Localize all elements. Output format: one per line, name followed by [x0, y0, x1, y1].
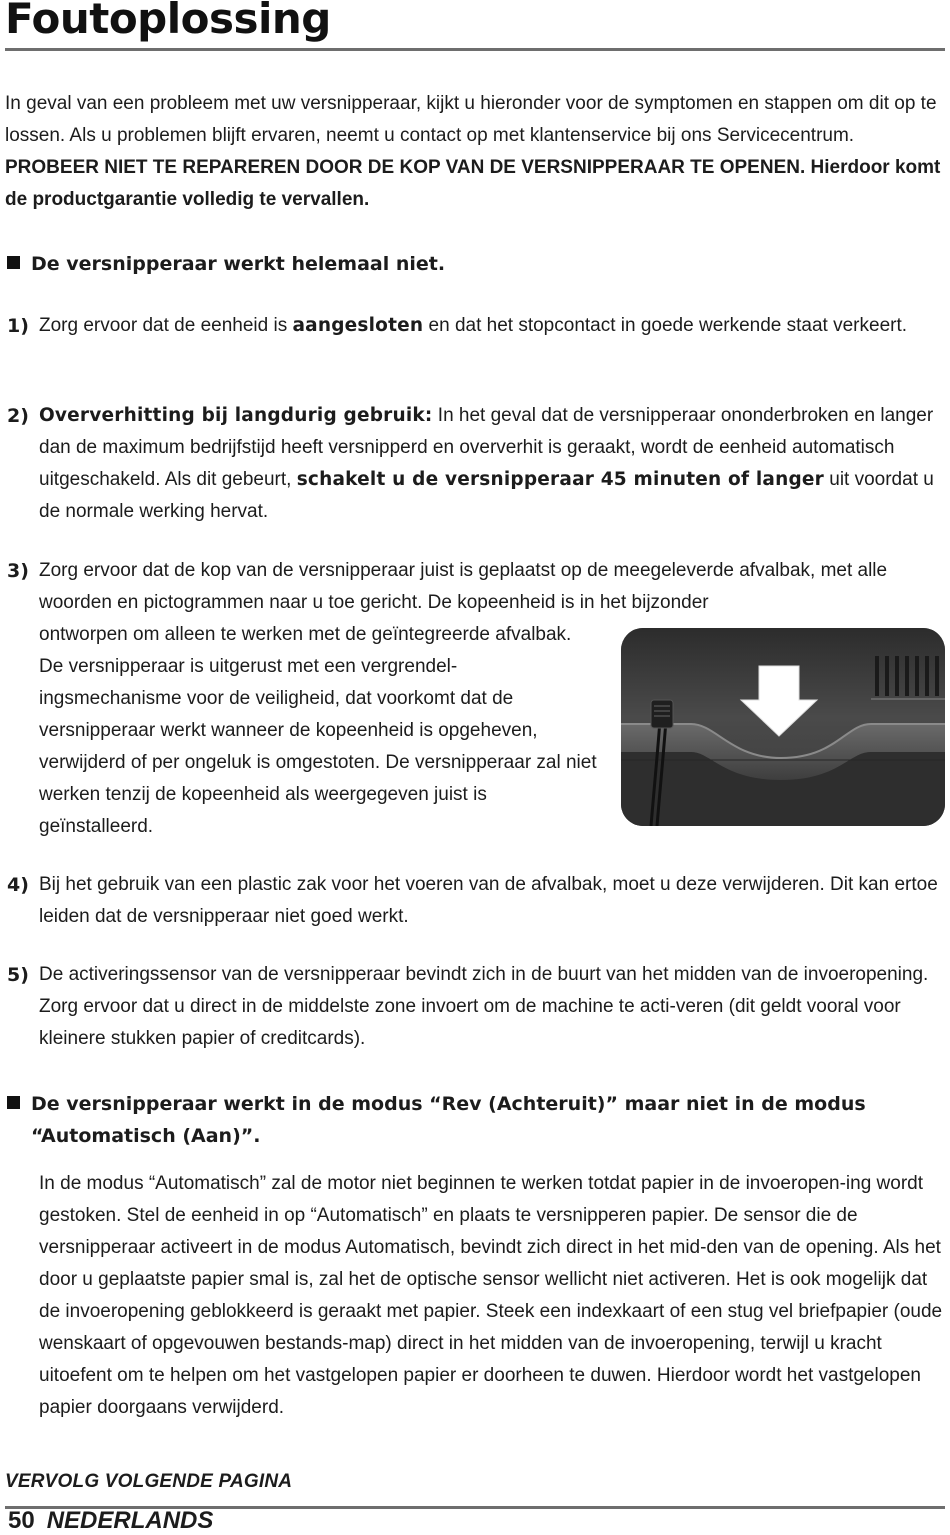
section1-heading-text: De versnipperaar werkt helemaal niet.	[31, 253, 446, 275]
language-label: NEDERLANDS	[46, 1507, 214, 1534]
item-2-bold: Oververhitting bij langdurig gebruik:	[39, 405, 433, 426]
item-1-number: 1)	[7, 315, 29, 337]
item-1-pre: Zorg ervoor dat de eenheid is	[39, 315, 293, 336]
intro-paragraph	[5, 88, 941, 216]
item-5-number: 5)	[7, 964, 29, 986]
shredder-head-drawing	[621, 628, 945, 826]
page-footer	[8, 1507, 213, 1535]
item-3-text-b: ontworpen om alleen te werken met de geïntegreerde afvalbak. De versnipperaar is uitgerust met een vergrendel-ingsmechanisme voor de veiligheid, dat voorkomt dat de versnipperaar werkt wanneer de kopeenheid is opgeheven, verwijderd of per ongeluk is omgestoten. De versnipperaar zal niet werken tenzij de kopeenheid als weergegeven juist is geïnstalleerd.	[39, 624, 597, 837]
item-4-number: 4)	[7, 874, 29, 896]
item-2-bold2: schakelt u de versnipperaar 45 minuten of langer	[296, 469, 824, 490]
item-2-post: uit voordat u de normale werking hervat.	[39, 469, 934, 522]
intro-text: In geval van een probleem met uw versnipperaar, kijkt u hieronder voor de symptomen en stappen om dit op te lossen. Als u problemen blijft ervaren, neemt u contact op met klantenservice bij ons Servicecentrum.	[5, 93, 937, 146]
continued-note: VERVOLG VOLGENDE PAGINA	[5, 1471, 293, 1492]
section1-heading	[7, 248, 445, 280]
item-3-number: 3)	[7, 560, 29, 582]
page-title: Foutoplossing	[5, 0, 331, 43]
item-2-number: 2)	[7, 405, 29, 427]
item-1-bold: aangesloten	[292, 315, 424, 336]
item-1-post: en dat het stopcontact in goede werkende staat verkeert.	[423, 315, 908, 336]
square-bullet-icon	[7, 256, 20, 269]
intro-warning: PROBEER NIET TE REPAREREN DOOR DE KOP VAN DE VERSNIPPERAAR TE OPENEN. Hierdoor komt de productgarantie volledig te vervallen.	[5, 157, 941, 210]
item-2-text	[39, 400, 944, 528]
page-number: 50	[8, 1507, 35, 1534]
section2-body: In de modus “Automatisch” zal de motor niet beginnen te werken totdat papier in de invoeropen-ing wordt gestoken. Stel de eenheid in op “Automatisch” en plaats te versnipperen papier. De sensor die de versnipperaar activeert in de modus Automatisch, bevindt zich direct in het mid-den van de opening. Als het door u geplaatste papier smal is, zal het de optische sensor wellicht niet activeren. Het is ook mogelijk dat de invoeropening geblokkeerd is geraakt met papier. Steek een indexkaart of een stug vel briefpapier (oude wenskaart of opgevouwen bestands-map) direct in het midden van de invoeropening, terwijl u kracht uitoefent om te helpen om het vastgelopen papier er doorheen te duwen. Hierdoor wordt het vastgelopen papier doorgaans verwijderd.	[39, 1173, 943, 1418]
square-bullet-icon	[7, 1096, 20, 1109]
shredder-head-illustration	[621, 628, 945, 826]
item-1-text	[39, 310, 944, 342]
item-5-text: De activeringssensor van de versnipperaar bevindt zich in de buurt van het midden van de invoeropening. Zorg ervoor dat u direct in de middelste zone invoert om de machine te acti-veren (dit geldt vooral voor kleinere stukken papier of creditcards).	[39, 964, 929, 1049]
title-divider	[5, 48, 945, 51]
item-3-text-a: Zorg ervoor dat de kop van de versnipperaar juist is geplaatst op de meegeleverde afvalbak, met alle woorden en pictogrammen naar u toe gericht. De kopeenheid is in het bijzonder	[39, 560, 888, 613]
section2-heading-line2: “Automatisch (Aan)”.	[31, 1125, 261, 1147]
section2-heading-line1: De versnipperaar werkt in de modus “Rev (Achteruit)” maar niet in de modus	[31, 1093, 866, 1115]
item-2-body: In het geval dat de versnipperaar ononderbroken en langer dan de maximum bedrijfstijd heeft versnipperd en oververhit is geraakt, wordt de eenheid automatisch uitgeschakeld. Als dit gebeurt,	[39, 405, 934, 490]
section2-heading	[7, 1088, 942, 1152]
item-4-text: Bij het gebruik van een plastic zak voor het voeren van de afvalbak, moet u deze verwijderen. Dit kan ertoe leiden dat de versnipperaar niet goed werkt.	[39, 874, 938, 927]
